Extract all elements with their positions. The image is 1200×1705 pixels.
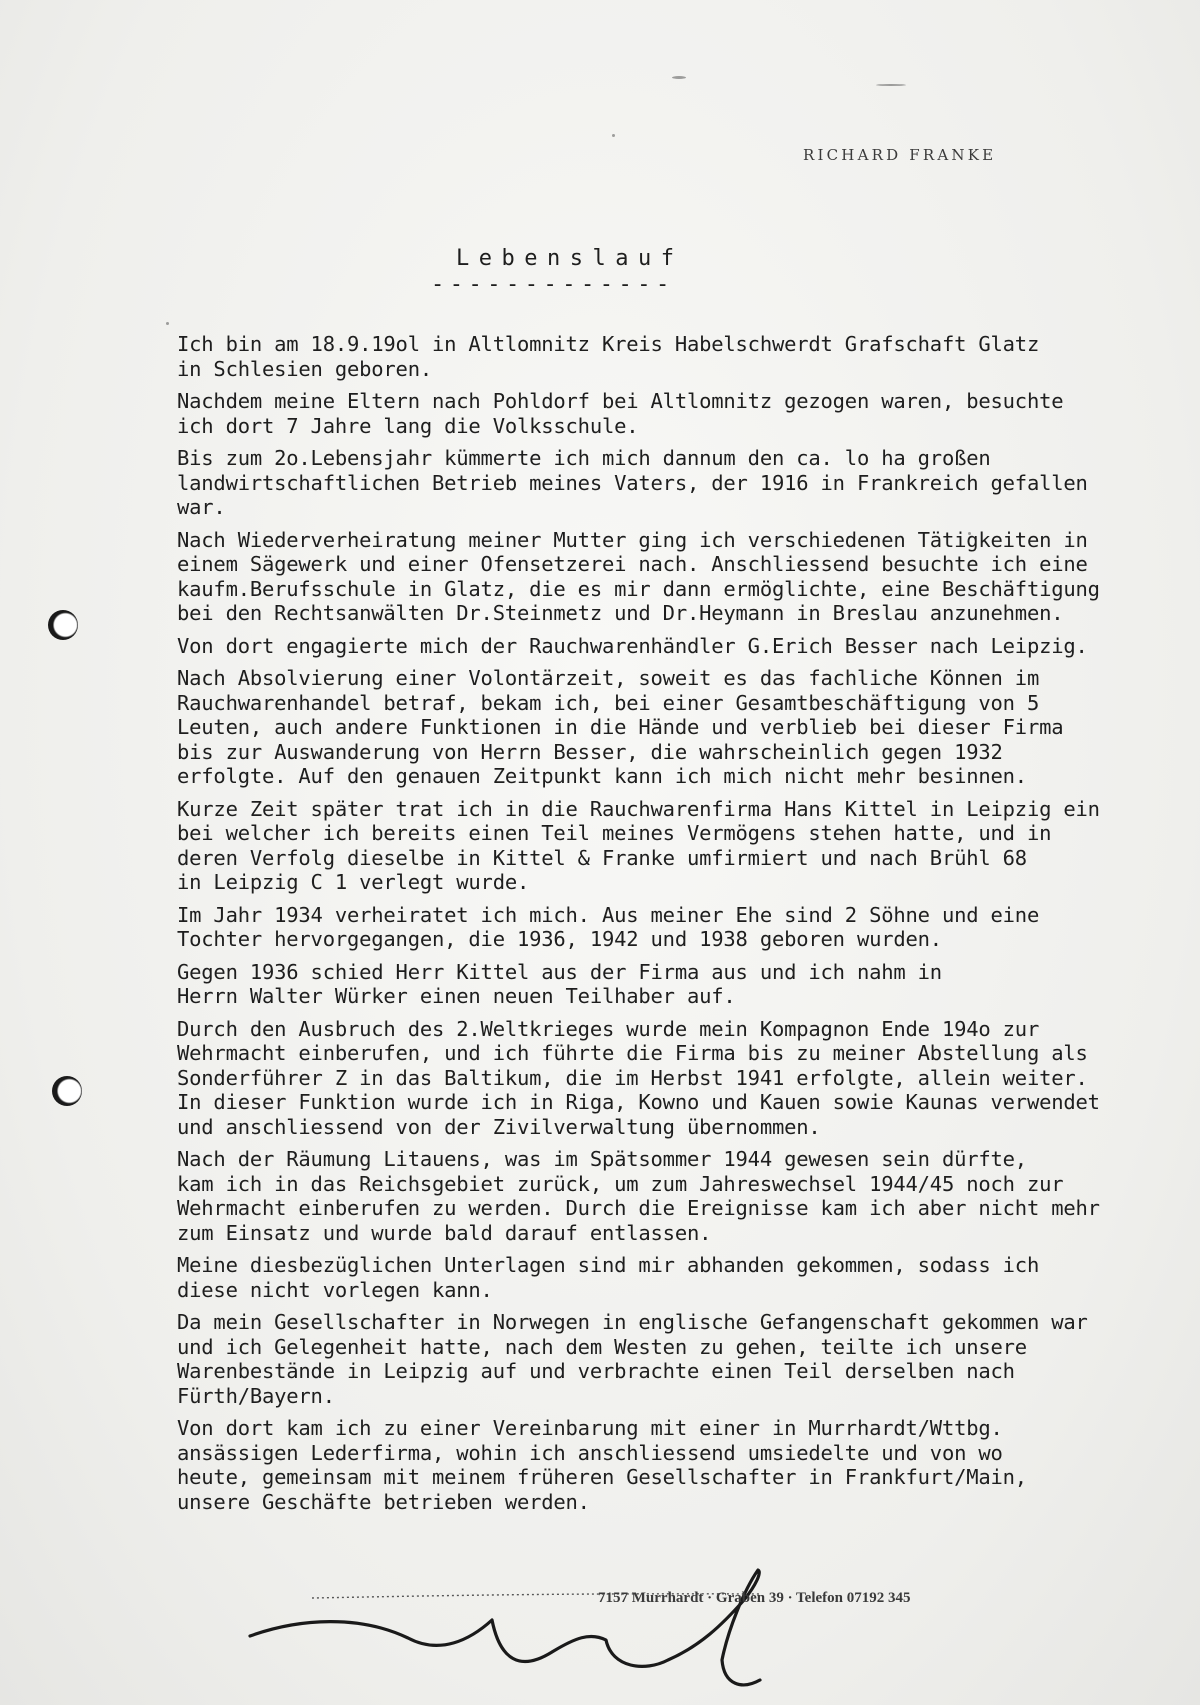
text-line: war. [177, 495, 226, 519]
text-line: Nach Absolvierung einer Volontärzeit, soweit es das fachliche Können im [177, 666, 1040, 690]
document-title: Lebenslauf [456, 246, 684, 271]
text-line: Gegen 1936 schied Herr Kittel aus der Firma aus und ich nahm in [177, 959, 942, 984]
text-line: in Leipzig C 1 verlegt wurde. [177, 870, 530, 894]
text-line: Im Jahr 1934 verheiratet ich mich. Aus meiner Ehe sind 2 Söhne und eine [177, 902, 1040, 927]
text-line: Durch den Ausbruch des 2.Weltkrieges wurde mein Kompagnon Ende 194o zur [177, 1016, 1040, 1041]
text-line: bis zur Auswanderung von Herrn Besser, die wahrscheinlich gegen 1932 [177, 739, 1003, 764]
text-line: bei den Rechtsanwälten Dr.Steinmetz und Dr.Heymann in Breslau anzunehmen. [177, 601, 1064, 625]
text-line: landwirtschaftlichen Betrieb meines Vaters, der 1916 in Frankreich gefallen [177, 470, 1088, 495]
text-line: Sonderführer Z in das Baltikum, die im Herbst 1941 erfolgte, allein weiter. [177, 1065, 1088, 1090]
text-line: Nachdem meine Eltern nach Pohldorf bei Altlomnitz gezogen waren, besuchte [177, 389, 1064, 413]
text-line: ich dort 7 Jahre lang die Volksschule. [177, 413, 639, 438]
text-line: diese nicht vorlegen kann. [177, 1277, 493, 1302]
text-line: einem Sägewerk und einer Ofensetzerei nach. Anschliessend besuchte ich eine [177, 552, 1088, 576]
text-line: heute, gemeinsam mit meinem früheren Gesellschafter in Frankfurt/Main, [177, 1465, 1027, 1489]
text-line: Warenbestände in Leipzig auf und verbrachte einen Teil derselben nach [177, 1359, 1015, 1383]
text-line: Ich bin am 18.9.19ol in Altlomnitz Kreis Habelschwerdt Grafschaft Glatz [177, 332, 1040, 356]
text-line: Meine diesbezüglichen Unterlagen sind mir abhanden gekommen, sodass ich [177, 1253, 1040, 1277]
text-line: erfolgte. Auf den genauen Zeitpunkt kann ich mich nicht mehr besinnen. [177, 764, 1027, 788]
text-line: Fürth/Bayern. [177, 1383, 335, 1408]
text-line: ansässigen Lederfirma, wohin ich anschliessend umsiedelte und von wo [177, 1440, 1003, 1465]
text-line: unsere Geschäfte betrieben werden. [177, 1489, 590, 1514]
text-line: In dieser Funktion wurde ich in Riga, Kowno und Kauen sowie Kaunas verwendet [177, 1090, 1100, 1114]
text-line: Von dort engagierte mich der Rauchwarenhändler G.Erich Besser nach Leipzig. [177, 633, 1088, 658]
text-line: und anschliessend von der Zivilverwaltung übernommen. [177, 1114, 821, 1139]
text-line: kaufm.Berufsschule in Glatz, die es mir dann ermöglichte, eine Beschäftigung [177, 576, 1100, 601]
footer-address: 7157 Murrhardt · Graben 39 · Telefon 07192 345 [598, 1590, 911, 1606]
text-line: Nach Wiederverheiratung meiner Mutter ging ich verschiedenen Tätigkeiten in [177, 527, 1088, 552]
text-line: zum Einsatz und wurde bald darauf entlassen. [177, 1220, 712, 1245]
letterhead-name: RICHARD FRANKE [803, 146, 997, 164]
text-line: Von dort kam ich zu einer Vereinbarung mit einer in Murrhardt/Wttbg. [177, 1416, 1003, 1440]
text-line: Da mein Gesellschafter in Norwegen in englische Gefangenschaft gekommen war [177, 1310, 1088, 1334]
text-line: und ich Gelegenheit hatte, nach dem Westen zu gehen, teilte ich unsere [177, 1334, 1027, 1359]
text-line: Bis zum 2o.Lebensjahr kümmerte ich mich dannum den ca. lo ha großen [177, 446, 991, 470]
text-line: deren Verfolg dieselbe in Kittel & Franke umfirmiert und nach Brühl 68 [177, 845, 1027, 870]
text-line: Herrn Walter Würker einen neuen Teilhaber auf. [177, 984, 736, 1008]
title-underline: ------------- [431, 272, 675, 297]
text-line: Wehrmacht einberufen, und ich führte die Firma bis zu meiner Abstellung als [177, 1041, 1088, 1065]
text-line: Leuten, auch andere Funktionen in die Hände und verblieb bei dieser Firma [177, 715, 1064, 739]
text-line: kam ich in das Reichsgebiet zurück, um zum Jahreswechsel 1944/45 noch zur [177, 1171, 1064, 1196]
text-line: Nach der Räumung Litauens, was im Spätsommer 1944 gewesen sein dürfte, [177, 1147, 1027, 1171]
text-line: Tochter hervorgegangen, die 1936, 1942 und 1938 geboren wurden. [177, 927, 942, 951]
text-line: Rauchwarenhandel betraf, bekam ich, bei einer Gesamtbeschäftigung von 5 [177, 690, 1040, 715]
text-line: Kurze Zeit später trat ich in die Rauchwarenfirma Hans Kittel in Leipzig ein [177, 796, 1100, 821]
text-line: in Schlesien geboren. [177, 356, 432, 381]
text-line: Wehrmacht einberufen zu werden. Durch die Ereignisse kam ich aber nicht mehr [177, 1196, 1100, 1220]
text-line: bei welcher ich bereits einen Teil meines Vermögens stehen hatte, und in [177, 821, 1052, 845]
